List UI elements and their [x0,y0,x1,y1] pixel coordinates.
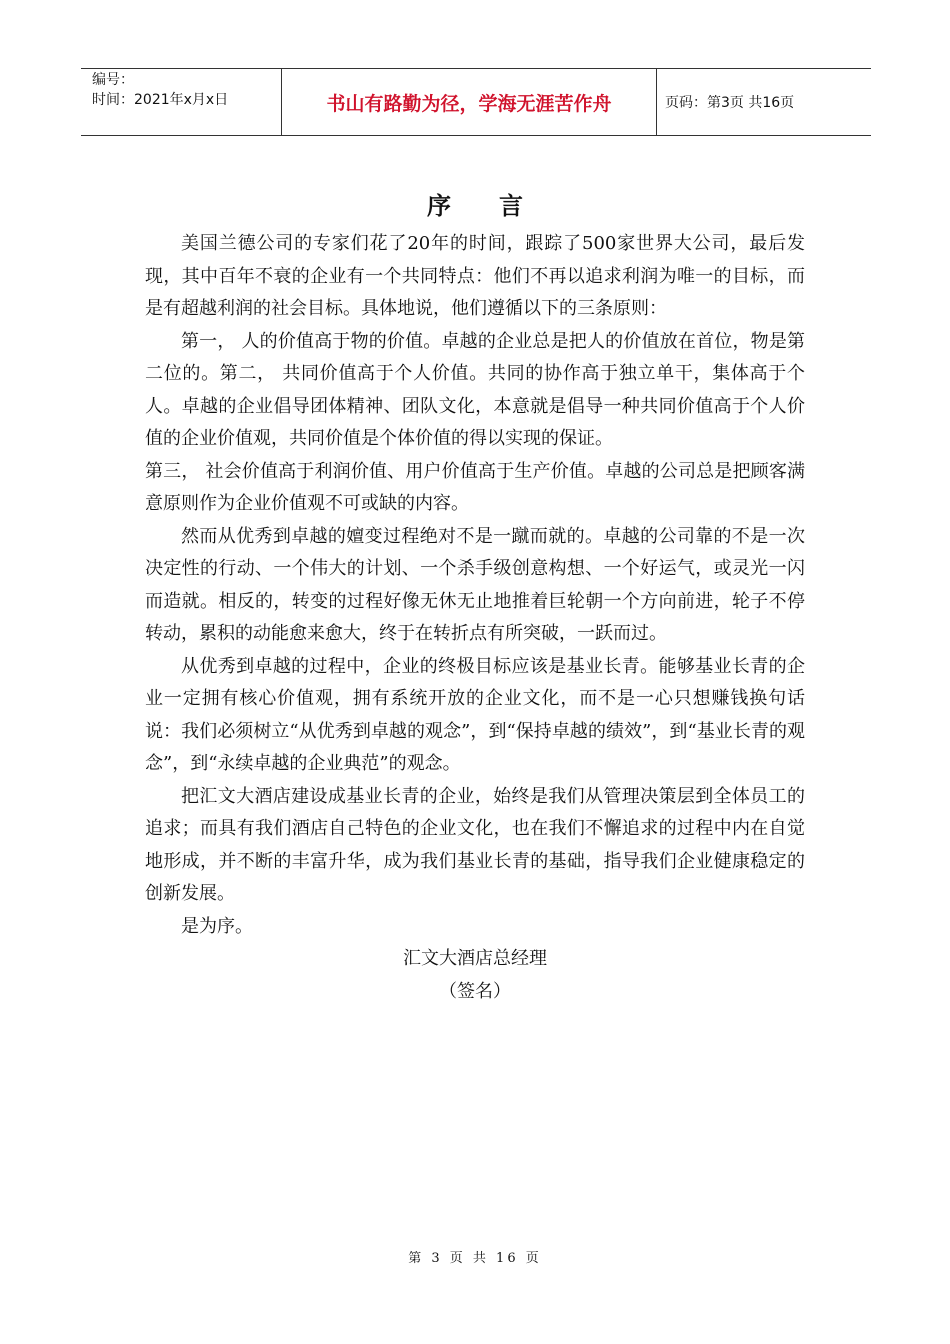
paragraph-3: 第三， 社会价值高于利润价值、用户价值高于生产价值。卓越的公司总是把顾客满意原则作为企业价值观不可或缺的内容。 [145,460,805,514]
header-page-info: 页码：第3页 共16页 [665,95,795,111]
paragraph-closing: 是为序。 [181,915,253,937]
header-motto: 书山有路勤为径，学海无涯苦作舟 [326,92,612,115]
signature-sign: （签名） [439,980,511,1002]
paragraph-2: 第一， 人的价值高于物的价值。卓越的企业总是把人的价值放在首位，物是第二位的。第二， 共同价值高于个人价值。共同的协作高于独立单干，集体高于个人。卓越的企业倡导团体精神、团队文化，本意就是倡导一种共同价值高于个人价值的企业价值观，共同价值是个体价值的得以实现的保证。 [145,330,805,449]
paragraph-6: 把汇文大酒店建设成基业长青的企业，始终是我们从管理决策层到全体员工的追求；而具有我们酒店自己特色的企业文化，也在我们不懈追求的过程中内在自觉地形成，并不断的丰富升华，成为我们基业长青的基础，指导我们企业健康稳定的创新发展。 [145,785,805,904]
signature-role: 汇文大酒店总经理 [403,948,547,969]
paragraph-1: 美国兰德公司的专家们花了20年的时间，跟踪了500家世界大公司，最后发现，其中百年不衰的企业有一个共同特点：他们不再以追求利润为唯一的目标，而是有超越利润的社会目标。具体地说，他们遵循以下的三条原则： [145,233,805,319]
header-number: 编号： [92,72,134,88]
document-body [145,228,805,1008]
page-title: 序言 [427,192,571,220]
paragraph-4: 然而从优秀到卓越的嬗变过程绝对不是一蹴而就的。卓越的公司靠的不是一次决定性的行动、一个伟大的计划、一个杀手级创意构想、一个好运气，或灵光一闪而造就。相反的，转变的过程好像无休无止地推着巨轮朝一个方向前进，轮子不停转动，累积的动能愈来愈大，终于在转折点有所突破，一跃而过。 [145,525,805,644]
header-meta [92,70,228,110]
paragraph-5: 从优秀到卓越的过程中，企业的终极目标应该是基业长青。能够基业长青的企业一定拥有核心价值观，拥有系统开放的企业文化，而不是一心只想赚钱换句话说：我们必须树立“从优秀到卓越的观念”，到“保持卓越的绩效”，到“基业长青的观念”，到“永续卓越的企业典范”的观念。 [145,655,805,774]
page-footer: 第 3 页 共 16 页 [408,1251,542,1266]
header-divider-1 [281,68,282,136]
header-date: 时间：2021年x月x日 [92,92,229,108]
header-divider-2 [656,68,657,136]
